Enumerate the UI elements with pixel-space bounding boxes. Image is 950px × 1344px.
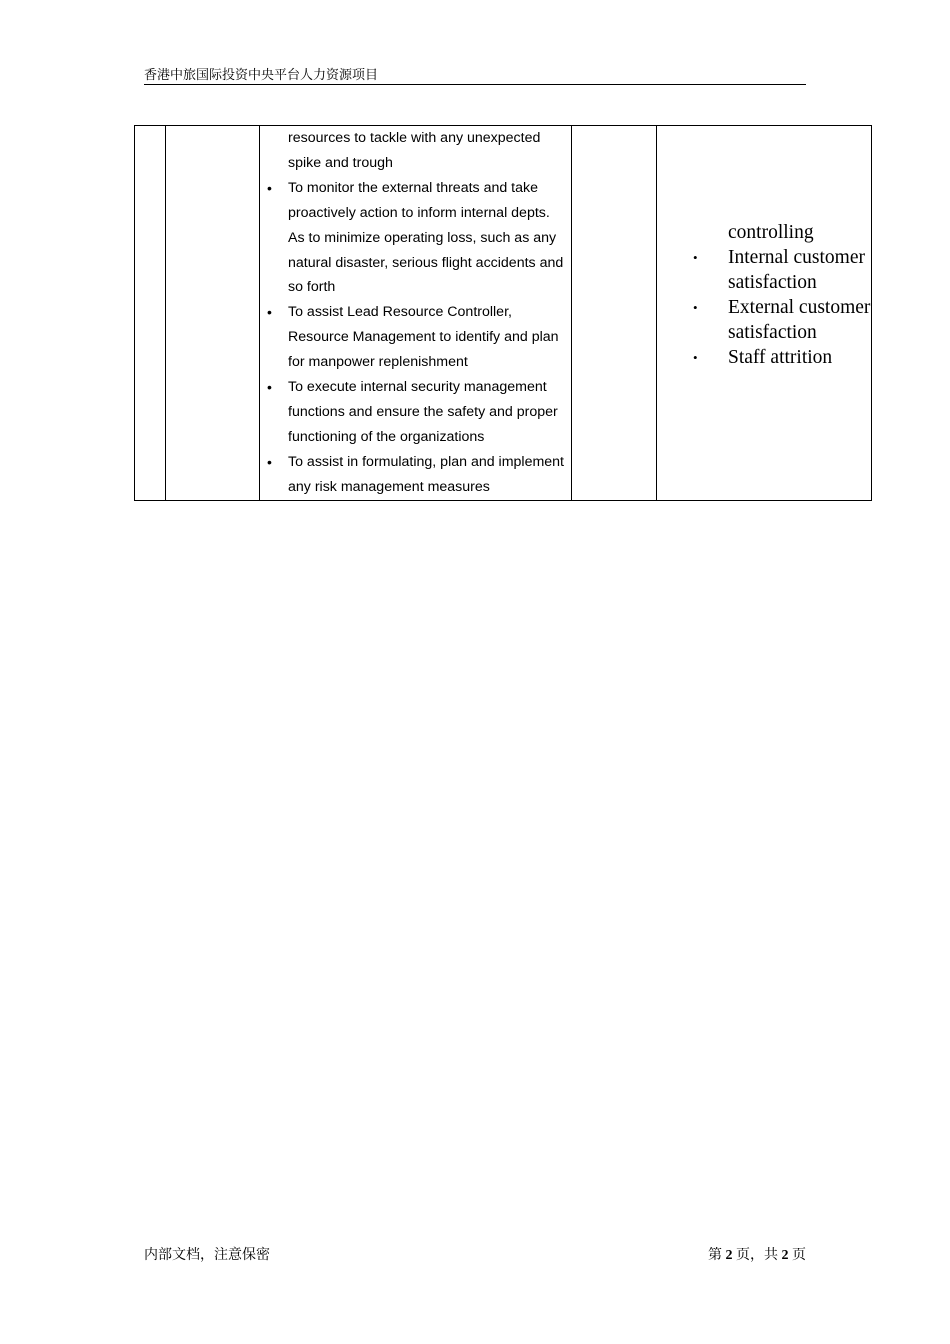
header-title: 香港中旅国际投资中央平台人力资源项目	[144, 67, 379, 82]
bullet-icon: •	[693, 299, 698, 315]
duties-list	[260, 126, 571, 500]
bullet-icon: •	[267, 453, 272, 470]
table-row	[135, 126, 872, 501]
empty-cell-position	[166, 126, 260, 501]
page-header	[144, 66, 806, 85]
job-description-table	[134, 125, 872, 501]
confidential-note: 内部文档，注意保密	[144, 1248, 270, 1263]
kpi-list	[657, 220, 871, 370]
footer-confidential	[144, 1247, 270, 1265]
duty-item	[260, 176, 567, 301]
duty-item	[260, 126, 567, 176]
empty-cell-weight	[572, 126, 657, 501]
duty-text: To assist Lead Resource Controller, Resource Management to identify and plan for manpower replenishment	[288, 304, 559, 371]
page-number	[708, 1247, 806, 1265]
bullet-icon: •	[267, 179, 272, 196]
duty-item	[260, 375, 567, 450]
kpi-text: External customer satisfaction	[728, 296, 871, 343]
bullet-icon: •	[693, 349, 698, 365]
duty-item	[260, 450, 567, 500]
page-middle: 页，共	[736, 1248, 778, 1263]
kpi-text: Internal customer satisfaction	[728, 246, 865, 293]
page-current: 2	[725, 1248, 733, 1263]
kpi-cell	[657, 126, 872, 501]
kpi-text: controlling	[728, 221, 814, 243]
bullet-icon: •	[693, 249, 698, 265]
page-suffix: 页	[792, 1248, 806, 1263]
page-total: 2	[781, 1248, 789, 1263]
duty-text: To execute internal security management functions and ensure the safety and proper functioning of the organizations	[288, 379, 558, 445]
page-prefix: 第	[708, 1248, 722, 1263]
duty-text: To assist in formulating, plan and implement any risk management measures	[288, 453, 565, 495]
kpi-item	[657, 345, 871, 370]
kpi-item	[657, 220, 871, 245]
duty-text: resources to tackle with any unexpected spike and trough	[288, 130, 541, 171]
duty-text: To monitor the external threats and take proactively action to inform internal depts. As to minimize operating loss, such as any natural disaster, serious flight accidents and so forth	[288, 179, 564, 296]
kpi-item	[657, 295, 871, 345]
bullet-icon: •	[267, 379, 272, 396]
kpi-text: Staff attrition	[728, 346, 833, 368]
duties-cell	[260, 126, 572, 501]
duty-item	[260, 300, 567, 375]
bullet-icon: •	[267, 304, 272, 321]
empty-cell-index	[135, 126, 166, 501]
kpi-item	[657, 245, 871, 295]
